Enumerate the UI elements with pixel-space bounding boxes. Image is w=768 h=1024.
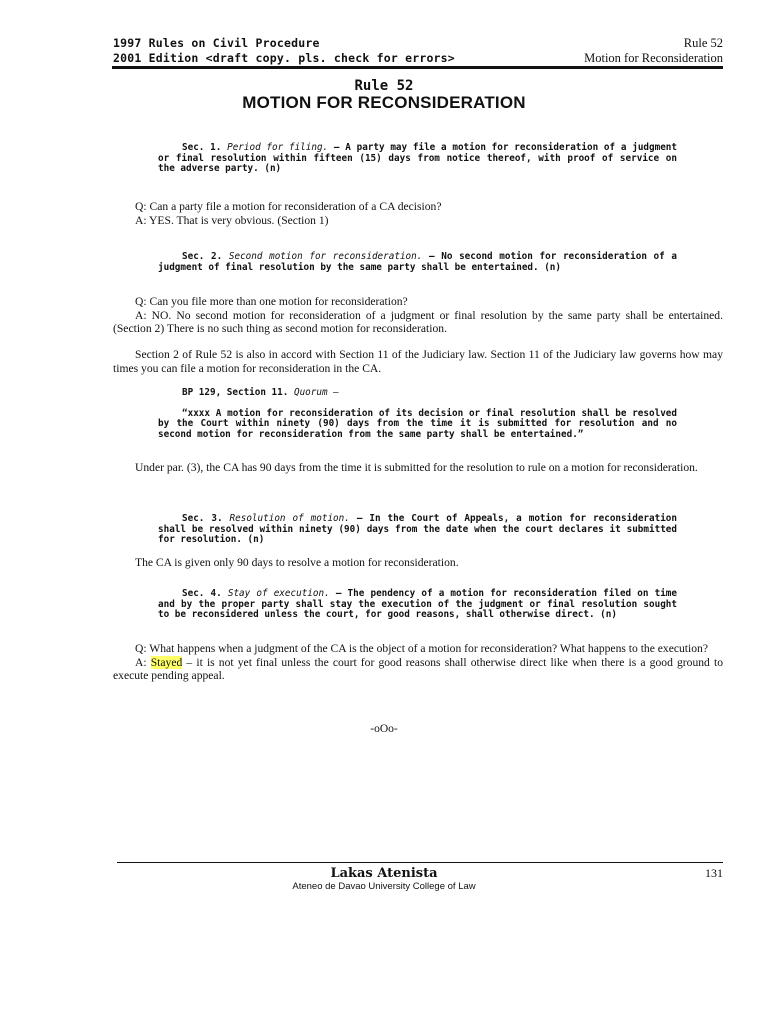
question: Q: What happens when a judgment of the CA is the object of a motion for reconsideration? What happens to the execution? xyxy=(135,642,708,655)
section-label: Sec. 3. xyxy=(182,513,223,524)
provision-caption: Quorum – xyxy=(293,387,339,398)
page-title: MOTION FOR RECONSIDERATION xyxy=(242,93,526,112)
qa-3 xyxy=(113,642,723,683)
section-text: – In the Court of Appeals, a motion for reconsideration shall be resolved within ninety (90) days from the date when the court declares it submitted for resolution. (n) xyxy=(158,513,678,546)
footer-title: Lakas Atenista xyxy=(330,866,438,881)
section-caption: Second motion for reconsideration. xyxy=(228,251,423,262)
section-caption: Stay of execution. xyxy=(227,588,330,599)
header-rule-title: Motion for Reconsideration xyxy=(584,51,723,65)
section-separator: -oOo- xyxy=(370,723,398,735)
answer-prefix: A: xyxy=(135,655,151,669)
section-3-provision xyxy=(158,514,677,546)
section-text: – The pendency of a motion for reconsideration filed on time and by the proper party shall stay the execution of the judgment or final resolution sought to be reconsidered unless the court, for good reasons, shall otherwise direct. (n) xyxy=(158,588,677,621)
header-left xyxy=(113,36,455,66)
answer: A: NO. No second motion for reconsideration of a judgment or final resolution by the same party shall be entertained. (Section 2) There is no such thing as second motion for reconsideration. xyxy=(113,308,723,336)
section-caption: Resolution of motion. xyxy=(229,513,350,524)
section-label: Sec. 2. xyxy=(182,251,223,262)
answer: A: YES. That is very obvious. (Section 1) xyxy=(135,213,329,227)
provision-quote: “xxxx A motion for reconsideration of its decision or final resolution shall be resolved by the Court within ninety (90) days from the time it is submitted for resolution and no second motion for reconsideration from the same party shall be entertained.” xyxy=(158,407,677,440)
section-label: Sec. 4. xyxy=(182,588,222,599)
question: Q: Can a party file a motion for reconsideration of a CA decision? xyxy=(135,200,442,213)
section-2-provision xyxy=(158,252,677,273)
question: Q: Can you file more than one motion for reconsideration? xyxy=(135,295,408,308)
header-book-title: 1997 Rules on Civil Procedure xyxy=(113,36,320,50)
provision-label: BP 129, Section 11. xyxy=(182,387,289,398)
qa-1 xyxy=(113,200,723,227)
paragraph-90-days: The CA is given only 90 days to resolve a motion for reconsideration. xyxy=(135,556,459,569)
section-text: – A party may file a motion for reconsideration of a judgment or final resolution within fifteen (15) days from notice thereof, with proof of service on the adverse party. (n) xyxy=(158,142,677,175)
paragraph-par3: Under par. (3), the CA has 90 days from the time it is submitted for the resolution to rule on a motion for reconsideration. xyxy=(135,461,698,474)
header-edition: 2001 Edition <draft copy. pls. check for errors> xyxy=(113,51,455,65)
bp129-provision xyxy=(158,388,677,440)
qa-2 xyxy=(113,295,723,336)
paragraph-judiciary-law: Section 2 of Rule 52 is also in accord with Section 11 of the Judiciary law. Section 11 of the Judiciary law governs how may times you can file a motion for reconsideration in the CA. xyxy=(113,348,723,375)
section-1-provision xyxy=(158,143,677,175)
section-caption: Period for filing. xyxy=(227,142,329,153)
section-4-provision xyxy=(158,589,677,621)
footer-divider xyxy=(117,862,723,863)
header-rule-number: Rule 52 xyxy=(683,36,723,50)
page-number: 131 xyxy=(705,866,723,880)
footer-subtitle: Ateneo de Davao University College of Law xyxy=(292,881,476,892)
header-divider xyxy=(112,66,723,69)
answer xyxy=(113,656,723,683)
rule-number: Rule 52 xyxy=(354,78,414,94)
section-label: Sec. 1. xyxy=(182,142,222,153)
highlighted-word: Stayed xyxy=(150,655,183,669)
header-right xyxy=(584,36,723,66)
section-text: – No second motion for reconsideration of a judgment of final resolution by the same party shall be entertained. (n) xyxy=(158,251,677,273)
answer-text: – it is not yet final unless the court for good reasons shall otherwise direct like when there is a good ground to execute pending appeal. xyxy=(113,655,723,683)
